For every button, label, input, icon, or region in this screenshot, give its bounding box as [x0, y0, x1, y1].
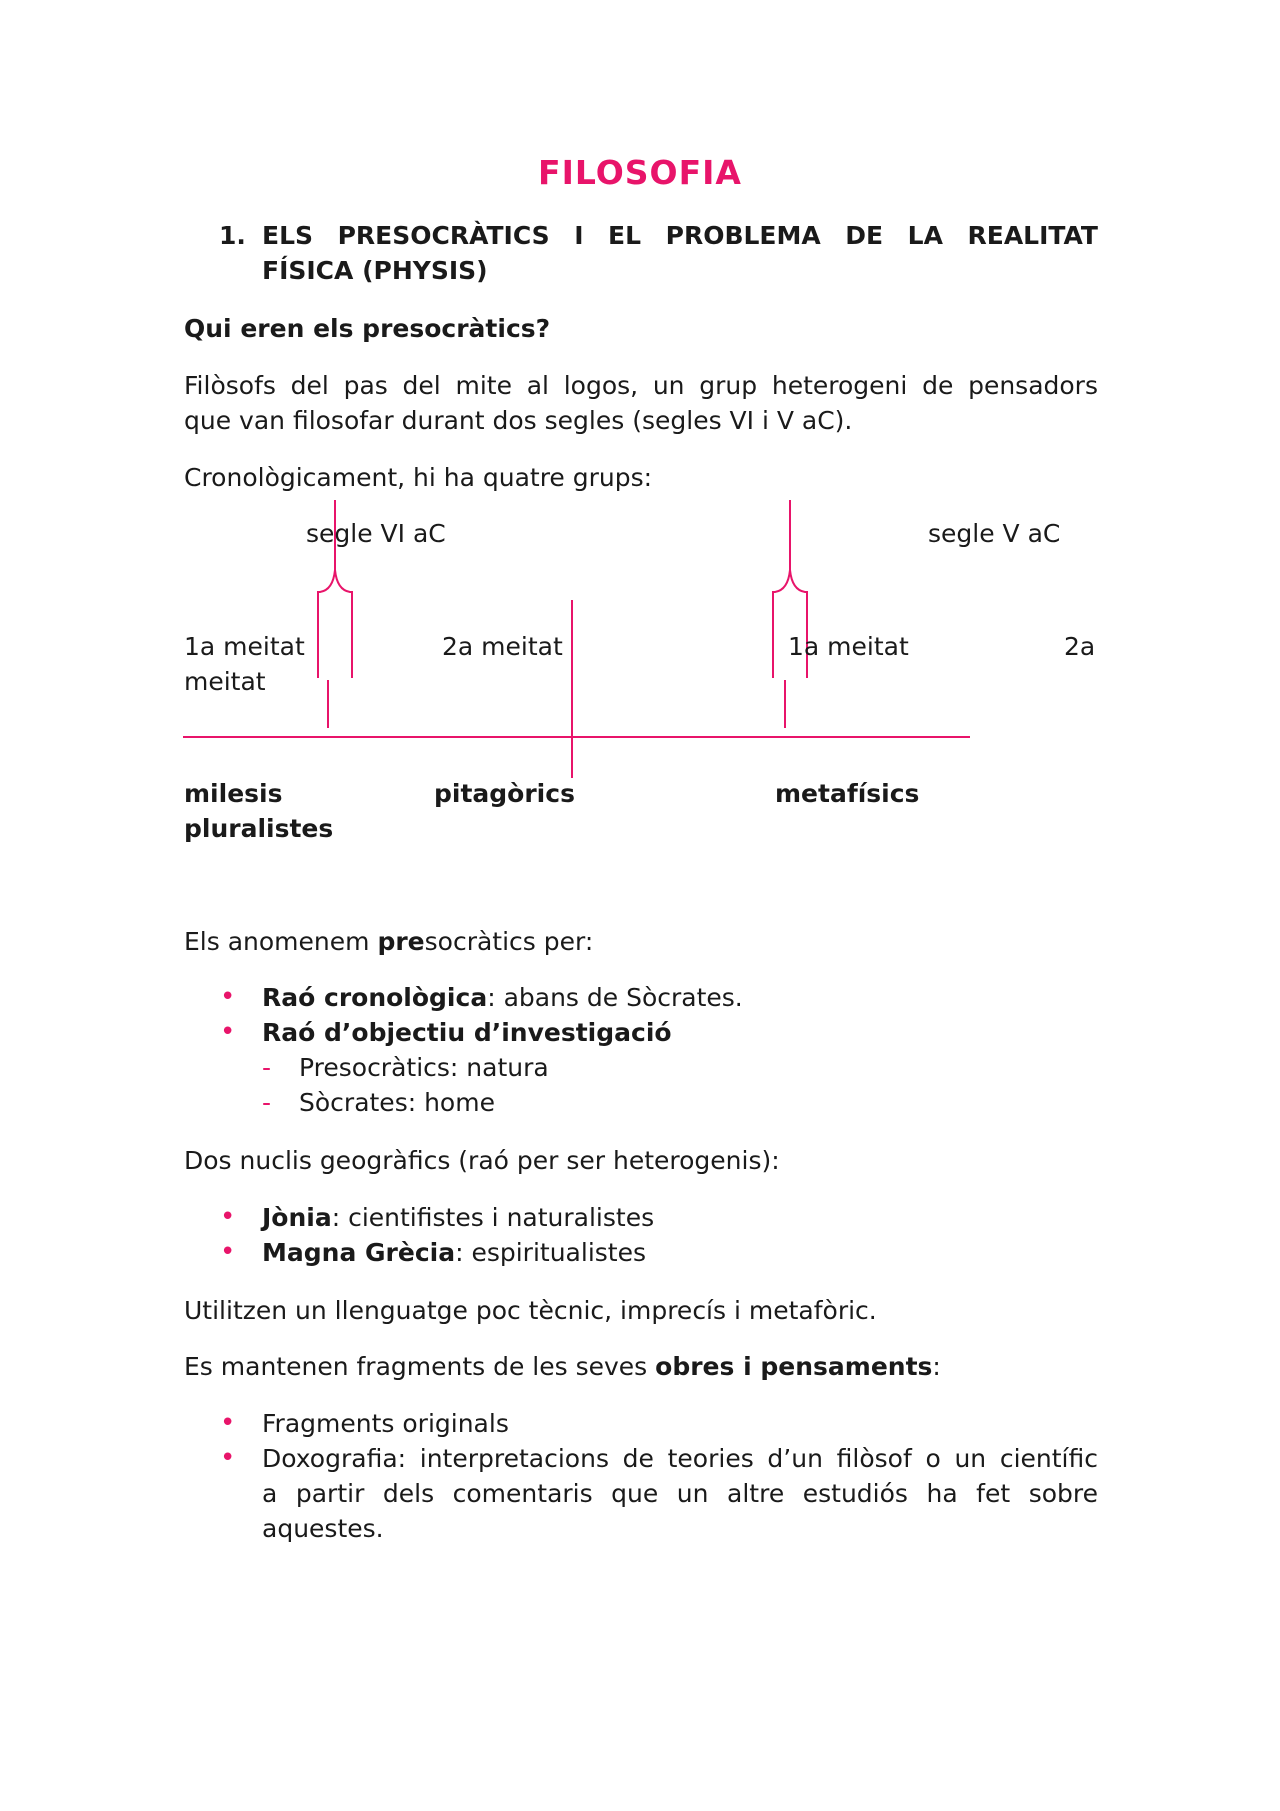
half-3-label: 1a meitat — [788, 632, 909, 661]
named-paragraph: Els anomenem presocràtics per: — [184, 927, 594, 956]
section-heading-line1: ELS PRESOCRÀTICS I EL PROBLEMA DE LA REALITAT — [262, 221, 1098, 250]
language-paragraph: Utilitzen un llenguatge poc tècnic, imprecís i metafòric. — [184, 1296, 877, 1325]
bullet-icon: • — [220, 1443, 236, 1473]
group-metafisics: metafísics — [775, 779, 920, 808]
century-v-label: segle V aC — [928, 519, 1061, 548]
geo-intro: Dos nuclis geogràfics (raó per ser heterogenis): — [184, 1146, 780, 1175]
reason-chronological: Raó cronològica: abans de Sòcrates. — [262, 983, 743, 1012]
dash-icon: - — [262, 1088, 272, 1117]
works-item-doxografia-line1: Doxografia: interpretacions de teories d’un filòsof o un científic — [262, 1444, 1098, 1473]
group-pluralistes: pluralistes — [184, 814, 334, 843]
group-milesis: milesis — [184, 779, 283, 808]
page-title: FILOSOFIA — [538, 153, 742, 192]
bullet-icon: • — [220, 1408, 236, 1438]
sub-reason-socrates: Sòcrates: home — [299, 1088, 495, 1117]
half-1-label: 1a meitat — [184, 632, 305, 661]
dash-icon: - — [262, 1053, 272, 1082]
bullet-icon: • — [220, 1202, 236, 1232]
works-item-doxografia-line2: a partir dels comentaris que un altre estudiós ha fet sobre — [262, 1479, 1098, 1508]
half-2-label: 2a meitat — [442, 632, 563, 661]
geo-magna-grecia: Magna Grècia: espiritualistes — [262, 1238, 646, 1267]
group-pitagorics: pitagòrics — [434, 779, 575, 808]
bullet-icon: • — [220, 1237, 236, 1267]
bullet-icon: • — [220, 1017, 236, 1047]
geo-jonia: Jònia: cientifistes i naturalistes — [262, 1203, 655, 1232]
chrono-intro: Cronològicament, hi ha quatre grups: — [184, 463, 653, 492]
intro-line1: Filòsofs del pas del mite al logos, un grup heterogeni de pensadors — [184, 371, 1098, 400]
century-vi-label: segle VI aC — [306, 519, 446, 548]
half-4-label-cont: meitat — [184, 667, 266, 696]
sub-reason-presocratics: Presocràtics: natura — [299, 1053, 549, 1082]
bullet-icon: • — [220, 982, 236, 1012]
works-paragraph: Es mantenen fragments de les seves obres i pensaments: — [184, 1352, 941, 1381]
section-heading-line2: FÍSICA (PHYSIS) — [262, 256, 488, 285]
reason-objective: Raó d’objectiu d’investigació — [262, 1018, 672, 1047]
half-4-label: 2a — [1064, 632, 1096, 661]
intro-line2: que van filosofar durant dos segles (segles VI i V aC). — [184, 406, 853, 435]
section-number: 1. — [219, 221, 246, 250]
question-heading: Qui eren els presocràtics? — [184, 314, 551, 343]
works-item-doxografia-line3: aquestes. — [262, 1514, 384, 1543]
works-item-fragments: Fragments originals — [262, 1409, 509, 1438]
